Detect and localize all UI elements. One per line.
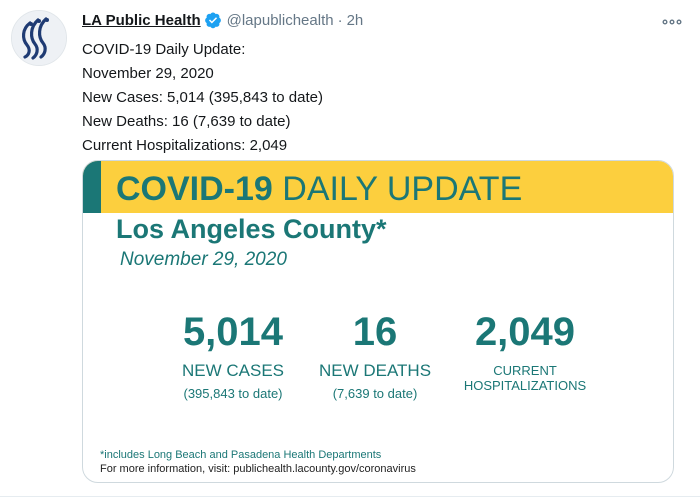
card-more-info: For more information, visit: publichealth.lacounty.gov/coronavirus — [100, 463, 416, 475]
stat-current-hospitalizations — [450, 309, 600, 393]
tweet-line: November 29, 2020 — [82, 65, 214, 82]
stat-value: 5,014 — [182, 310, 284, 354]
stat-value: 16 — [352, 310, 398, 354]
card-banner-accent — [83, 161, 101, 213]
card-county: Los Angeles County* — [116, 214, 387, 244]
tweet-line: Current Hospitalizations: 2,049 — [82, 137, 288, 154]
stat-label: HOSPITALIZATIONS — [463, 378, 587, 393]
stat-new-deaths — [304, 309, 446, 403]
tweet-line: New Cases: 5,014 (395,843 to date) — [82, 89, 323, 106]
verified-badge-icon — [204, 11, 222, 29]
tweet-header — [82, 9, 363, 31]
tweet-media-image[interactable] — [82, 160, 674, 483]
card-title — [116, 170, 522, 208]
separator-dot: · — [337, 11, 343, 29]
card-title-rest: DAILY UPDATE — [282, 170, 523, 208]
card-date: November 29, 2020 — [120, 249, 287, 270]
card-title-bold: COVID-19 — [116, 170, 273, 208]
card-footnote: *includes Long Beach and Pasadena Health Departments — [100, 449, 382, 461]
tweet-time[interactable]: 2h — [346, 11, 364, 29]
stat-label: NEW CASES — [181, 361, 285, 380]
stat-label: CURRENT — [493, 363, 557, 378]
stat-subtext: (395,843 to date) — [183, 386, 283, 401]
stat-subtext: (7,639 to date) — [332, 386, 418, 401]
tweet-line: COVID-19 Daily Update: — [82, 41, 246, 58]
stat-label: NEW DEATHS — [318, 361, 432, 380]
la-county-public-health-logo — [12, 11, 66, 65]
user-handle[interactable]: @lapublichealth — [226, 11, 334, 29]
display-name[interactable]: LA Public Health — [82, 11, 201, 29]
avatar[interactable] — [11, 10, 67, 66]
tweet-line: New Deaths: 16 (7,639 to date) — [82, 113, 291, 130]
stat-new-cases — [163, 309, 303, 403]
more-options-icon[interactable] — [660, 10, 684, 34]
stat-value: 2,049 — [474, 310, 576, 354]
tweet-text — [82, 38, 662, 158]
